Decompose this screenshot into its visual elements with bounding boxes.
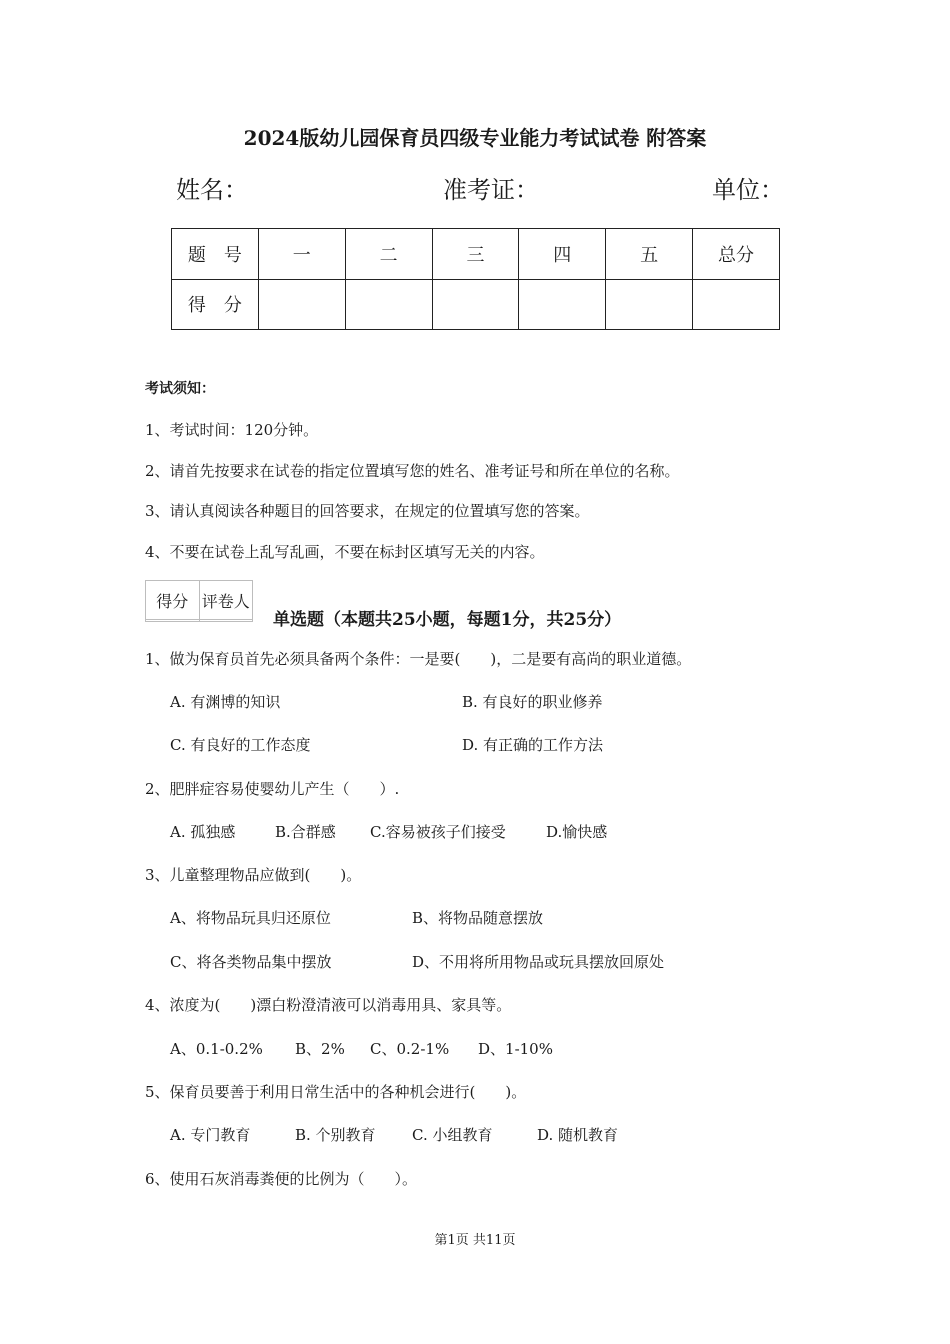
question-option: D.愉快感 (546, 823, 608, 841)
question-option: C. 小组教育 (412, 1126, 493, 1144)
score-table-header-cell: 一 (258, 229, 345, 280)
question-option: C、将各类物品集中摆放 (170, 953, 332, 971)
exam-id-field-label: 准考证： (443, 176, 539, 204)
question-option: B. 有良好的职业修养 (462, 693, 603, 711)
question-option: C、0.2-1% (370, 1040, 450, 1058)
score-table-score-row (172, 279, 780, 330)
question-option: D、1-10% (478, 1040, 553, 1058)
grader-box-grader-label: 评卷人 (199, 581, 253, 620)
question-option: C.容易被孩子们接受 (370, 823, 506, 841)
question-option: C. 有良好的工作态度 (170, 736, 311, 754)
score-table-header-cell: 题 号 (172, 229, 259, 280)
score-cell[interactable] (432, 279, 519, 330)
question-stem: 5、保育员要善于利用日常生活中的各种机会进行( )。 (145, 1083, 527, 1101)
score-table-header-cell: 二 (345, 229, 432, 280)
unit-field-label: 单位： (712, 176, 784, 204)
question-stem: 6、使用石灰消毒粪便的比例为（ ）。 (145, 1170, 418, 1188)
question-option: B、将物品随意摆放 (412, 909, 544, 927)
score-row-label: 得 分 (172, 279, 259, 330)
score-table-header-row (172, 229, 780, 280)
question-option: A. 有渊博的知识 (170, 693, 281, 711)
score-table-header-cell: 四 (519, 229, 606, 280)
question-stem: 3、儿童整理物品应做到( )。 (145, 866, 362, 884)
score-cell[interactable] (519, 279, 606, 330)
name-field-label: 姓名： (176, 176, 248, 204)
question-stem: 2、肥胖症容易使婴幼儿产生（ ）. (145, 780, 400, 798)
grader-box-score-label: 得分 (146, 581, 200, 620)
score-cell[interactable] (693, 279, 780, 330)
score-table-header-cell: 总分 (693, 229, 780, 280)
question-option: A. 孤独感 (170, 823, 236, 841)
notice-item: 1、考试时间：120分钟。 (145, 421, 319, 439)
page-title: 2024版幼儿园保育员四级专业能力考试试卷 附答案 (243, 126, 707, 150)
question-option: B.合群感 (275, 823, 336, 841)
notice-heading: 考试须知： (145, 381, 215, 397)
section-title: 单选题（本题共25小题，每题1分，共25分） (273, 610, 622, 630)
question-option: D. 有正确的工作方法 (462, 736, 604, 754)
page-footer: 第1页 共11页 (434, 1233, 516, 1248)
question-option: B、2% (295, 1040, 345, 1058)
score-cell[interactable] (345, 279, 432, 330)
score-cell[interactable] (258, 279, 345, 330)
question-stem: 1、做为保育员首先必须具备两个条件：一是要( )，二是要有高尚的职业道德。 (145, 650, 692, 668)
question-option: D. 随机教育 (537, 1126, 619, 1144)
notice-item: 4、不要在试卷上乱写乱画，不要在标封区填写无关的内容。 (145, 543, 545, 561)
question-option: A、0.1-0.2% (170, 1040, 263, 1058)
score-cell[interactable] (606, 279, 693, 330)
score-table-header-cell: 三 (432, 229, 519, 280)
grader-box (145, 580, 253, 622)
grader-box-grader-cell[interactable] (199, 620, 253, 622)
grader-box-score-cell[interactable] (146, 620, 200, 622)
question-option: A. 专门教育 (170, 1126, 251, 1144)
question-option: D、不用将所用物品或玩具摆放回原处 (412, 953, 665, 971)
question-option: A、将物品玩具归还原位 (170, 909, 331, 927)
question-stem: 4、浓度为( )漂白粉澄清液可以消毒用具、家具等。 (145, 996, 512, 1014)
notice-item: 3、请认真阅读各种题目的回答要求，在规定的位置填写您的答案。 (145, 502, 590, 520)
notice-item: 2、请首先按要求在试卷的指定位置填写您的姓名、准考证号和所在单位的名称。 (145, 462, 680, 480)
score-table-header-cell: 五 (606, 229, 693, 280)
score-table (171, 228, 780, 330)
question-option: B. 个别教育 (295, 1126, 376, 1144)
